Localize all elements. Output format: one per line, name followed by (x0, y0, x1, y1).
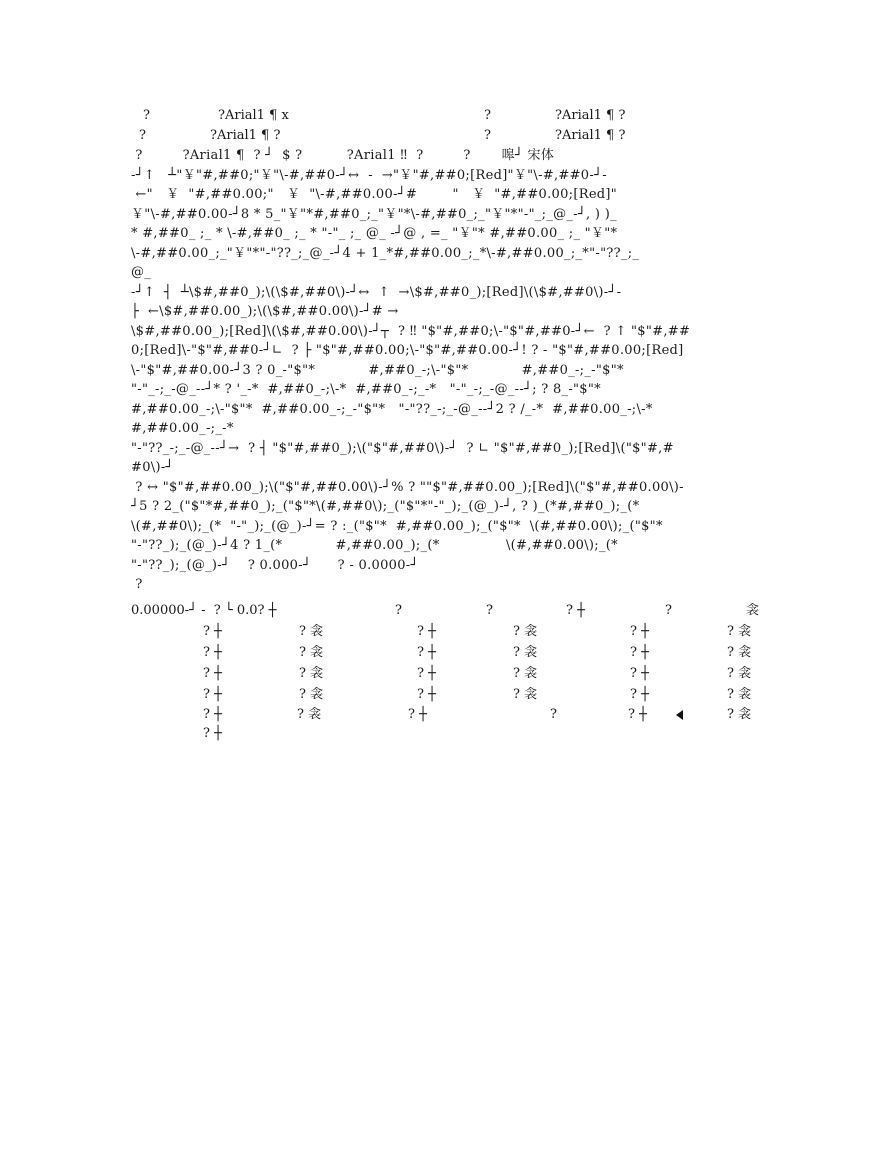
header-cell: ? (139, 128, 146, 143)
text-line: \-#,##0.00_;_"￥"*"-"??_;_@_-┘4 + 1_*#,##0.00_;_*\-#,##0.00_;_*"-"??_;_ (131, 246, 640, 261)
text-line: "-"??_);_(@_)-┘ ? 0.000-┘ ? - 0.0000-┘ (131, 558, 419, 573)
text-line: \$#,##0.00_);[Red]\(\$#,##0.00\)-┘┬ ? ‼ "$"#,##0;\-"$"#,##0-┘← ? ↑ "$"#,## (131, 324, 691, 339)
text-line: * #,##0_ ;_ * \-#,##0_ ;_ * "-"_ ;_ @_ -┘@ , =_ "￥"* #,##0.00_ ;_ "￥"* (131, 226, 618, 241)
grid-cell: ? (550, 707, 557, 722)
grid-cell: ? 衾 (513, 666, 538, 681)
grid-cell: ? ┼ (417, 666, 436, 681)
grid-cell: ? 衾 (513, 645, 538, 660)
grid-cell: ? 衾 (727, 707, 752, 722)
grid-row (0, 705, 893, 724)
grid-cell: ? ┼ (203, 707, 222, 722)
grid-cell: 衾 (746, 603, 760, 618)
text-line: ? ?Arial1 ¶ ? ┘ $ ? ?Arial1 ‼ ? ? 嗥┘ 宋体 (131, 148, 555, 163)
text-line: 0;[Red]\-"$"#,##0-┘∟ ? ├ "$"#,##0.00;\-"$"#,##0.00-┘! ? - "$"#,##0.00;[Red] (131, 343, 684, 358)
grid-cell: ? ┼ (628, 707, 647, 722)
header-cell: ?Arial1 ¶ ? (555, 108, 626, 123)
grid-cell: ? ┼ (630, 645, 649, 660)
grid-cell: ? ┼ (203, 666, 222, 681)
grid-cell: ? 衾 (299, 645, 324, 660)
text-line: ? (131, 577, 143, 592)
grid-cell: ? 衾 (299, 624, 324, 639)
text-line: -┘↑ ┤ ┴\$#,##0_);\(\$#,##0\)-┘↔ ↑ →\$#,##0_);[Red]\(\$#,##0\)-┘- (131, 285, 622, 300)
text-line: #,##0.00_-;\-"$"* #,##0.00_-;_-"$"* "-"??_-;_-@_--┘2 ? /_-* #,##0.00_-;\-* (131, 402, 653, 417)
grid-row (0, 685, 893, 704)
grid-cell: ? ┼ (417, 624, 436, 639)
text-line: ￥"\-#,##0.00-┘8 * 5_"￥"*#,##0_;_"￥"*\-#,##0_;_"￥"*"-"_;_@_-┘, ) )_ (131, 207, 617, 222)
grid-cell: ? (665, 603, 672, 618)
grid-cell: ? 衾 (513, 687, 538, 702)
text-line: #0\)-┘ (131, 460, 174, 475)
grid-cell: ? ┼ (630, 624, 649, 639)
grid-cell: ? 衾 (297, 707, 322, 722)
grid-cell: ? ┼ (408, 707, 427, 722)
grid-row (0, 643, 893, 662)
grid-cell: ? ┼ (203, 687, 222, 702)
header-cell: ? (484, 108, 491, 123)
text-line: "-"??_);_(@_)-┘4 ? 1_(* #,##0.00_);_(* \(#,##0.00\);_(* (131, 538, 618, 553)
header-cell: ? (143, 108, 150, 123)
grid-row (0, 724, 893, 743)
grid-cell: ? ┼ (417, 687, 436, 702)
grid-cell: ? 衾 (299, 687, 324, 702)
text-line: #,##0.00_-;_-* (131, 421, 234, 436)
grid-cell: ? (395, 603, 402, 618)
header-cell: ?Arial1 ¶ ? (210, 128, 281, 143)
grid-cell: ? 衾 (299, 666, 324, 681)
left-triangle-icon (676, 710, 683, 720)
grid-row (0, 622, 893, 641)
header-cell: ?Arial1 ¶ ? (555, 128, 626, 143)
grid-cell: ? ┼ (203, 624, 222, 639)
text-line: \(#,##0\);_(* "-"_);_(@_)-┘= ? :_("$"* #,##0.00_);_("$"* \(#,##0.00\);_("$"* (131, 519, 663, 534)
grid-cell: ? ┼ (417, 645, 436, 660)
grid-cell: ? ┼ (566, 603, 585, 618)
grid-cell: ? ┼ (203, 726, 222, 741)
grid-row (0, 601, 893, 620)
header-cell: ? (484, 128, 491, 143)
grid-row (0, 664, 893, 683)
text-line: ←" ￥ "#,##0.00;" ￥ "\-#,##0.00-┘# " ￥ "#,##0.00;[Red]" (131, 187, 618, 202)
grid-cell: 0.00000-┘ - ? └ 0.0? ┼ (131, 603, 277, 618)
text-line: \-"$"#,##0.00-┘3 ? 0_-"$"* #,##0_-;\-"$"* #,##0_-;_-"$"* (131, 363, 624, 378)
grid-cell: ? ┼ (203, 645, 222, 660)
grid-cell: ? 衾 (727, 666, 752, 681)
grid-cell: ? 衾 (727, 687, 752, 702)
grid-cell: ? ┼ (630, 687, 649, 702)
text-line: "-"_-;_-@_--┘* ? '_-* #,##0_-;\-* #,##0_-;_-* "-"_-;_-@_--┘; ? 8_-"$"* (131, 382, 601, 397)
header-cell: ?Arial1 ¶ x (218, 108, 289, 123)
grid-cell: ? ┼ (630, 666, 649, 681)
text-line: ┘5 ? 2_("$"*#,##0_);_("$"*\(#,##0\);_("$"*"-"_);_(@_)-┘, ? )_(*#,##0_);_(* (131, 499, 640, 514)
grid-cell: ? 衾 (727, 645, 752, 660)
grid-cell: ? 衾 (513, 624, 538, 639)
grid-cell: ? 衾 (727, 624, 752, 639)
text-line: "-"??_-;_-@_--┘→ ? ┤ "$"#,##0_);\("$"#,##0\)-┘ ? ∟ "$"#,##0_);[Red]\("$"#,# (131, 441, 674, 456)
text-line: @_ (131, 265, 152, 280)
grid-cell: ? (486, 603, 493, 618)
text-line: -┘↑ ┴"￥"#,##0;"￥"\-#,##0-┘↔ - →"￥"#,##0;[Red]"￥"\-#,##0-┘- (131, 168, 607, 183)
text-line: ? ↔ "$"#,##0.00_);\("$"#,##0.00\)-┘% ? ""$"#,##0.00_);[Red]\("$"#,##0.00\)- (131, 480, 684, 495)
text-line: ├ ←\$#,##0.00_);\(\$#,##0.00\)-┘# → (131, 304, 399, 319)
